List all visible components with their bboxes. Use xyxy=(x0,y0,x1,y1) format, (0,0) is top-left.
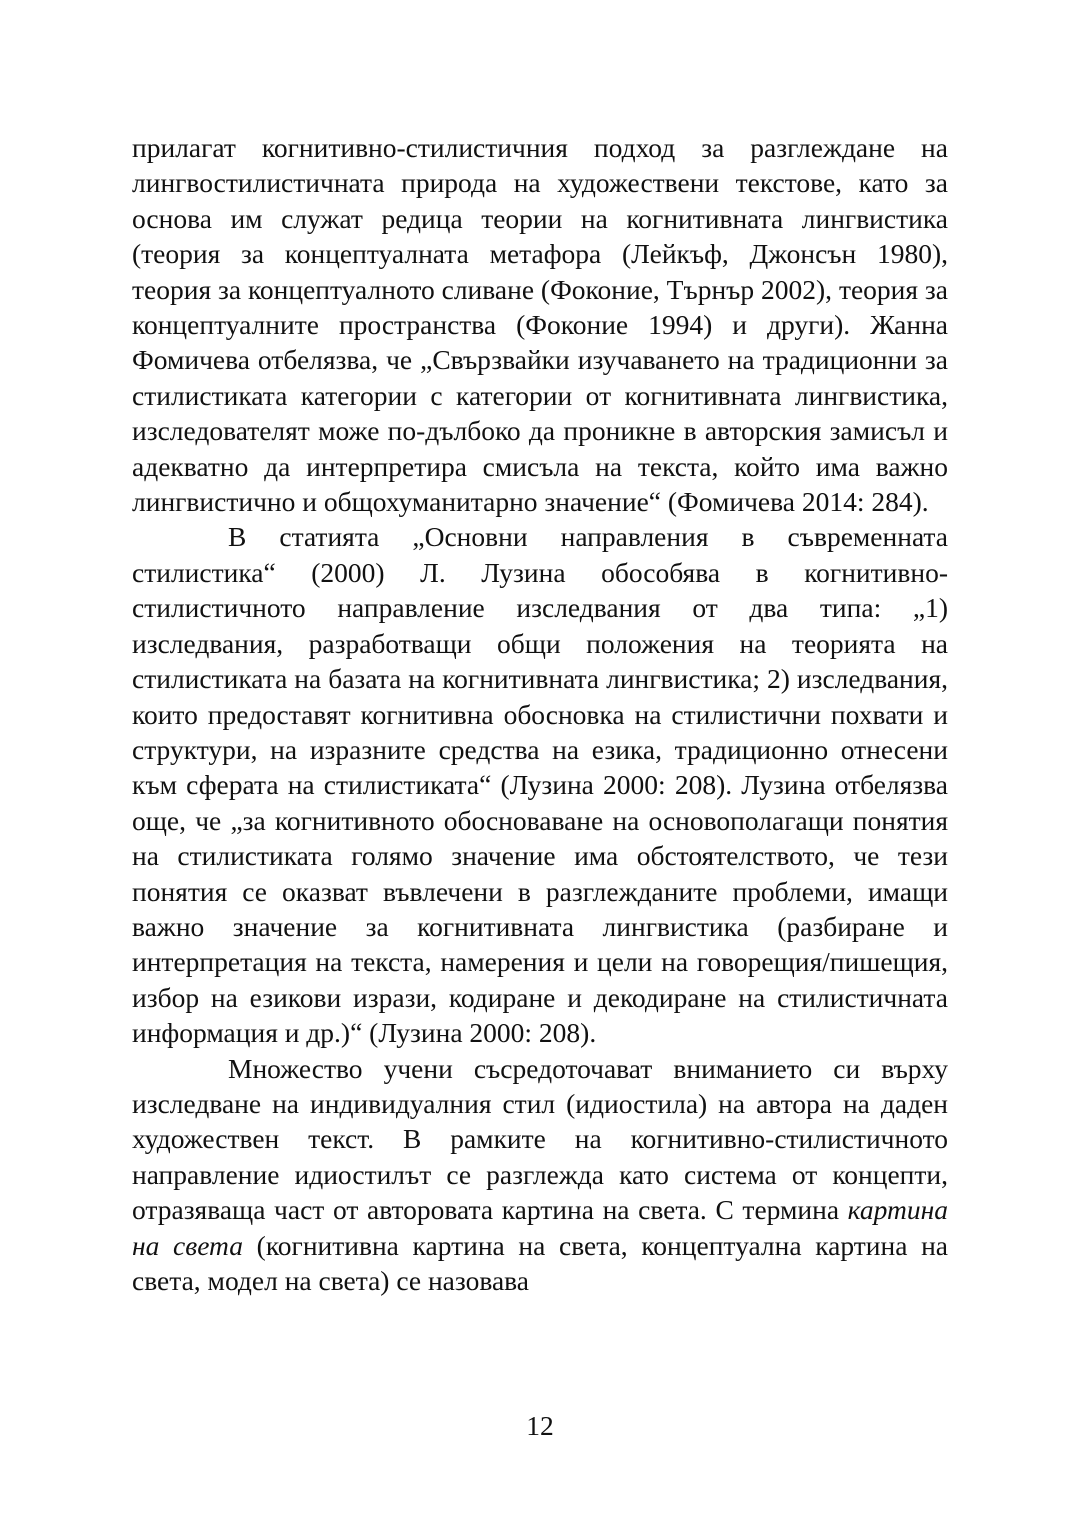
paragraph-1: прилагат когнитивно-стилистичния подход за разглеждане на лингвостилистичната природа на художествени текстове, като за основа им служат редица теории на когнитивната лингвистика (теория за концептуалната метафора (Лейкъф, Джонсън 1980), теория за концептуалното сливане (Фоконие, Търнър 2002), теория за концептуалните пространства (Фоконие 1994) и други). Жанна Фомичева отбелязва, че „Свързвайки изучаването на традиционни за стилистиката категории с категории от когнитивната лингвистика, изследователят може по-дълбоко да проникне в авторския замисъл и адекватно да интерпретира смисъла на текста, който има важно лингвистично и общохуманитарно значение“ (Фомичева 2014: 284). xyxy=(132,132,948,518)
paragraph-3-text-after: (когнитивна картина на света, концептуална картина на света, модел на света) се назовава xyxy=(132,1229,948,1296)
paragraph-2: В статията „Основни направления в съвременната стилистика“ (2000) Л. Лузина обособява в когнитивно-стилистичното направление изследвания от два типа: „1) изследвания, разработващи общи положения на теорията на стилистиката на базата на когнитивната лингвистика; 2) изследвания, които предоставят когнитивна обосновка на стилистични похвати и структури, на изразните средства на езика, традиционно отнесени към сферата на стилистиката“ (Лузина 2000: 208). Лузина отбелязва още, че „за когнитивното обосноваване на основополагащи понятия на стилистиката голямо значение има обстоятелството, че тези понятия се оказват въвлечени в разглежданите проблеми, имащи важно значение за когнитивната лингвистика (разбиране и интерпретация на текста, намерения и цели на говорещия/пишещия, избор на езикови изрази, кодиране и декодиране на стилистичната информация и др.)“ (Лузина 2000: 208). xyxy=(132,521,948,1049)
document-page xyxy=(132,130,948,1298)
emphasized-term: картина на света xyxy=(132,1194,948,1261)
paragraph-3-text-before: Множество учени съсредоточават вниманието си върху изследване на индивидуалния стил (идиостила) на автора на даден художествен текст. В рамките на когнитивно-стилистичното направление идиостилът се разглежда като система от концепти, отразяваща част от авторовата картина на света. С термина xyxy=(132,1052,948,1226)
paragraph-3 xyxy=(132,1051,948,1299)
page-number: 12 xyxy=(526,1410,554,1441)
